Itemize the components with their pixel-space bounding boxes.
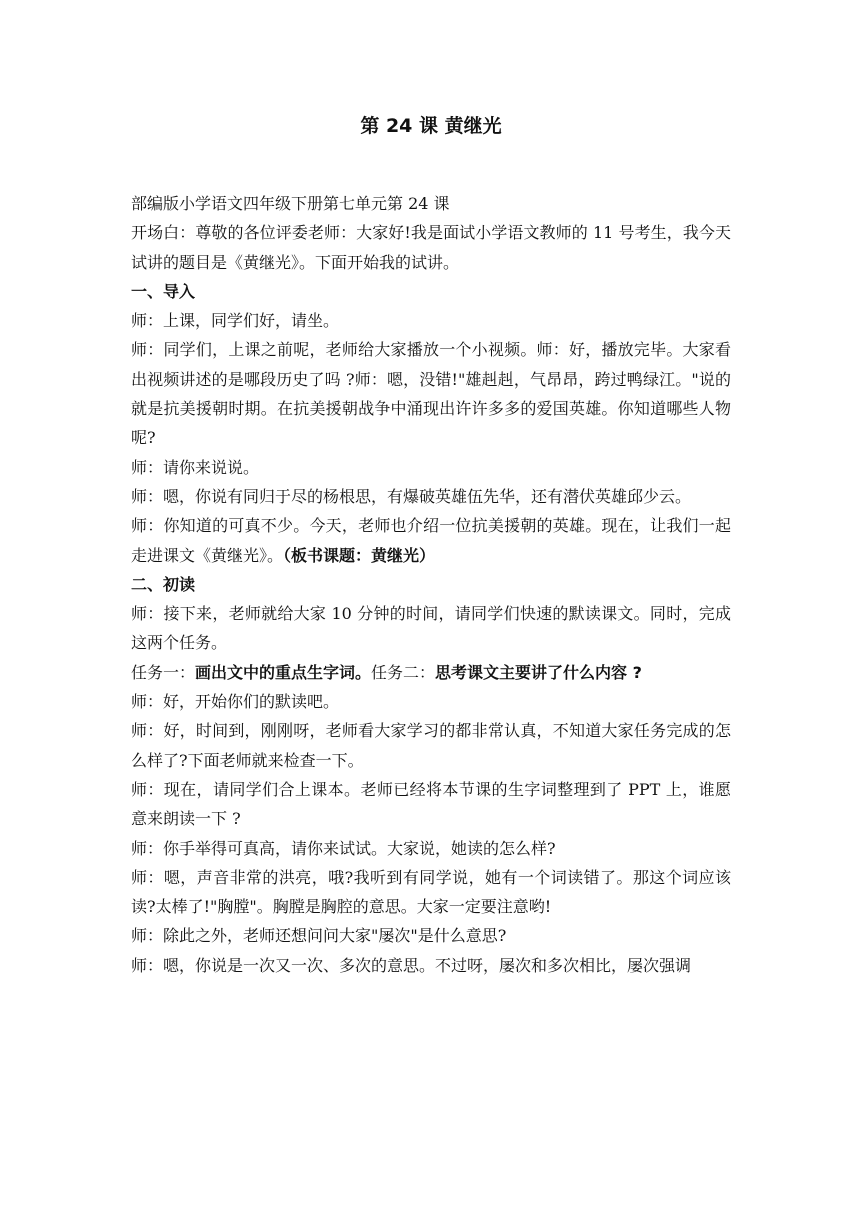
task1-label: 任务一：	[131, 662, 196, 682]
subtitle-line: 部编版小学语文四年级下册第七单元第 24 课	[131, 194, 450, 213]
paragraph: 师：嗯，你说有同归于尽的杨根思，有爆破英雄伍先华，还有潜伏英雄邱少云。	[131, 486, 692, 506]
paragraph-text: 师：你知道的可真不少。今天，老师也介绍一位抗美援朝的英雄。现在，让我们一起走进课文《黄继光》。	[131, 516, 731, 565]
paragraph: 师：好，时间到，刚刚呀，老师看大家学习的都非常认真，不知道大家任务完成的怎么样了?下面老师就来检查一下。	[131, 721, 731, 770]
board-title-note: （板书课题：黄继光）	[283, 545, 436, 565]
document-title: 第 24 课 黄继光	[360, 115, 502, 137]
paragraph: 师：嗯，声音非常的洪亮，哦?我听到有同学说，她有一个词读错了。那这个词应该读?太棒了!"胸膛"。胸膛是胸腔的意思。大家一定要注意哟!	[131, 867, 731, 917]
paragraph: 师：上课，同学们好，请坐。	[131, 311, 340, 331]
paragraph: 师：请你来说说。	[131, 457, 260, 477]
paragraph: 师：嗯，你说是一次又一次、多次的意思。不过呀，屡次和多次相比，屡次强调	[131, 955, 692, 975]
task2-label: 任务二：	[371, 662, 436, 682]
paragraph: 师：接下来，老师就给大家 10 分钟的时间，请同学们快速的默读课文。同时，完成这两个任务。	[131, 604, 731, 653]
tasks-line	[131, 658, 731, 687]
paragraph: 师：同学们，上课之前呢，老师给大家播放一个小视频。师：好，播放完毕。大家看出视频讲述的是哪段历史了吗 ?师：嗯，没错!"雄赳赳，气昂昂，跨过鸭绿江。"说的就是抗美援朝时期。在抗美援朝战争中涌现出许许多多的爱国英雄。你知道哪些人物呢?	[131, 340, 731, 448]
task2-text: 思考课文主要讲了什么内容 ?	[435, 662, 642, 682]
section-heading-intro: 一、导入	[131, 281, 196, 301]
task1-text: 画出文中的重点生字词。	[195, 662, 372, 682]
paragraph: 师：你手举得可真高，请你来试试。大家说，她读的怎么样?	[131, 838, 556, 858]
paragraph: 师：现在，请同学们合上课本。老师已经将本节课的生字词整理到了 PPT 上，谁愿意来朗读一下 ?	[131, 779, 731, 829]
paragraph	[131, 511, 731, 570]
paragraph: 师：除此之外，老师还想问问大家"屡次"是什么意思?	[131, 926, 507, 946]
section-heading-first-reading: 二、初读	[131, 574, 196, 594]
paragraph: 师：好，开始你们的默读吧。	[131, 692, 340, 712]
opening-paragraph: 开场白：尊敬的各位评委老师：大家好!我是面试小学语文教师的 11 号考生，我今天试讲的题目是《黄继光》。下面开始我的试讲。	[131, 223, 731, 272]
